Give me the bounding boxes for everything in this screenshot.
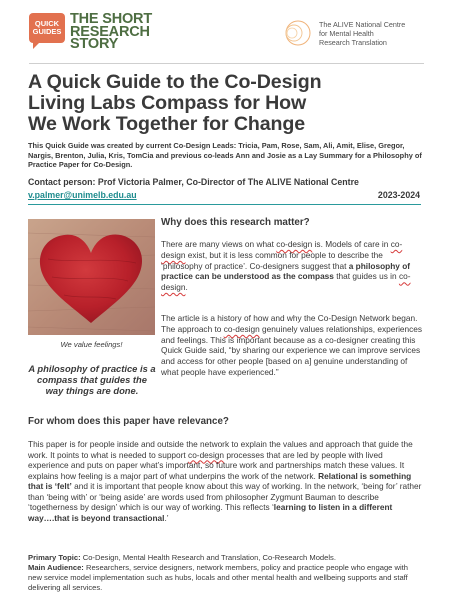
quick-guides-badge-icon	[29, 13, 65, 43]
topic-value: Co-Design, Mental Health Research and Translation, Co-Research Models.	[80, 553, 336, 562]
text-run: .	[185, 282, 188, 293]
text-run: The article is a history of how and why the Co-Design Network began. The approach to	[161, 313, 418, 334]
wordmark-line3: STORY	[70, 36, 119, 52]
heart-image-icon	[28, 219, 155, 335]
alive-centre-logo	[283, 18, 405, 48]
text-run: co-design	[223, 323, 260, 334]
text-run-bold: learning to listen in a different way….that is beyond transactional	[28, 502, 393, 523]
text-run: co-design	[161, 239, 403, 260]
relevance-heading: For whom does this paper have relevance?	[28, 416, 229, 427]
pull-quote: A philosophy of practice is a compass that guides the way things are done.	[28, 363, 156, 396]
alive-line2: for Mental Health	[319, 28, 374, 38]
topic-label: Primary Topic:	[28, 553, 81, 562]
text-run: processes that are led by people with lived experience and puts on paper what’s important, so future work and partnerships match these values. It explains how feeling is a major part of what underpins the work of the network.	[28, 449, 405, 481]
image-caption: We value feelings!	[60, 340, 123, 349]
alive-circles-logo-icon	[283, 18, 313, 48]
publication-years: 2023-2024	[377, 190, 420, 200]
topic-and-audience	[28, 553, 424, 593]
audience-label: Main Audience:	[28, 563, 84, 572]
page-title	[28, 72, 428, 135]
speech-tail-icon	[33, 43, 39, 49]
short-research-story-wordmark	[70, 13, 152, 51]
why-paragraph-1	[161, 239, 423, 293]
text-run-bold: a philosophy of practice can be understood as the compass	[161, 260, 411, 282]
alive-centre-name	[319, 20, 405, 47]
main-audience	[28, 563, 424, 593]
why-paragraph-2	[161, 313, 423, 378]
credits-text: This Quick Guide was created by current Co-Design Leads: Tricia, Pam, Rose, Sam, Ali, Amit, Elise, Gregor, Nargis, Brenton, Julia, Kris, TomCia and previous co-leads Ann and Josie as a Lay Summary for a Philosophy of Practice Paper for Co-Design.	[28, 141, 422, 170]
text-run: This paper is for people inside and outside the network to explain the values and approach that guide the work. It points to what is needed to support	[28, 439, 413, 460]
contact-person: Contact person: Prof Victoria Palmer, Co-Director of The ALIVE National Centre	[28, 177, 359, 187]
text-run: co-design	[276, 239, 313, 249]
title-line2: Living Labs Compass for How	[28, 92, 307, 114]
text-run: co-design	[161, 271, 411, 293]
text-run: is. Models of care in	[312, 239, 391, 249]
relevance-paragraph	[28, 439, 424, 523]
badge-line1: QUICK	[34, 18, 60, 28]
text-run: and it is important that people know about this way of working. In the network, ‘being for’ rather than ‘being with’ or ‘being aside’ are words used from philosopher Zygmunt Bauman to describe ‘togetherness by design’ which is our way of working. This reflects ‘	[28, 481, 422, 512]
contact-email-link[interactable]: v.palmer@unimelb.edu.au	[28, 190, 137, 200]
alive-line3: Research Translation	[319, 37, 387, 47]
header-divider	[29, 63, 424, 64]
wordmark-line2: RESEARCH	[70, 23, 150, 40]
title-line3: We Work Together for Change	[28, 113, 306, 135]
text-run: exist, but it is less common for people to describe the ‘philosophy of practice’. Co-designers suggest that	[161, 249, 383, 271]
primary-topic	[28, 553, 424, 563]
heart-photo	[28, 219, 155, 335]
quick-guides-logo	[29, 13, 152, 51]
text-run: genuinely values relationships, experiences and feelings. This is important because as a co-designer creating this Quick Guide said, “by sharing our experience we can improve services and access for other people [based on a] genuine understanding of what people have experienced.”	[161, 323, 423, 377]
text-run: that guides us in	[333, 271, 399, 282]
text-run: There are many views on what	[161, 239, 277, 249]
text-run: co-design	[188, 449, 225, 460]
contact-email-row	[28, 190, 420, 200]
wordmark-line1: THE SHORT	[70, 11, 152, 27]
badge-line2: GUIDES	[32, 27, 62, 36]
alive-line1: The ALIVE National Centre	[319, 19, 406, 29]
why-heading: Why does this research matter?	[161, 217, 310, 228]
text-run: .’	[164, 512, 169, 523]
title-line1: A Quick Guide to the Co-Design	[28, 71, 322, 93]
text-run-bold: Relational is something that is ‘felt’	[28, 470, 412, 491]
audience-value: Researchers, service designers, network members, policy and practice people who engage with new service model implementation such as hubs, locals and other mental health and wellbeing supports and staff delivering all services.	[28, 563, 409, 592]
contact-divider	[28, 204, 421, 205]
